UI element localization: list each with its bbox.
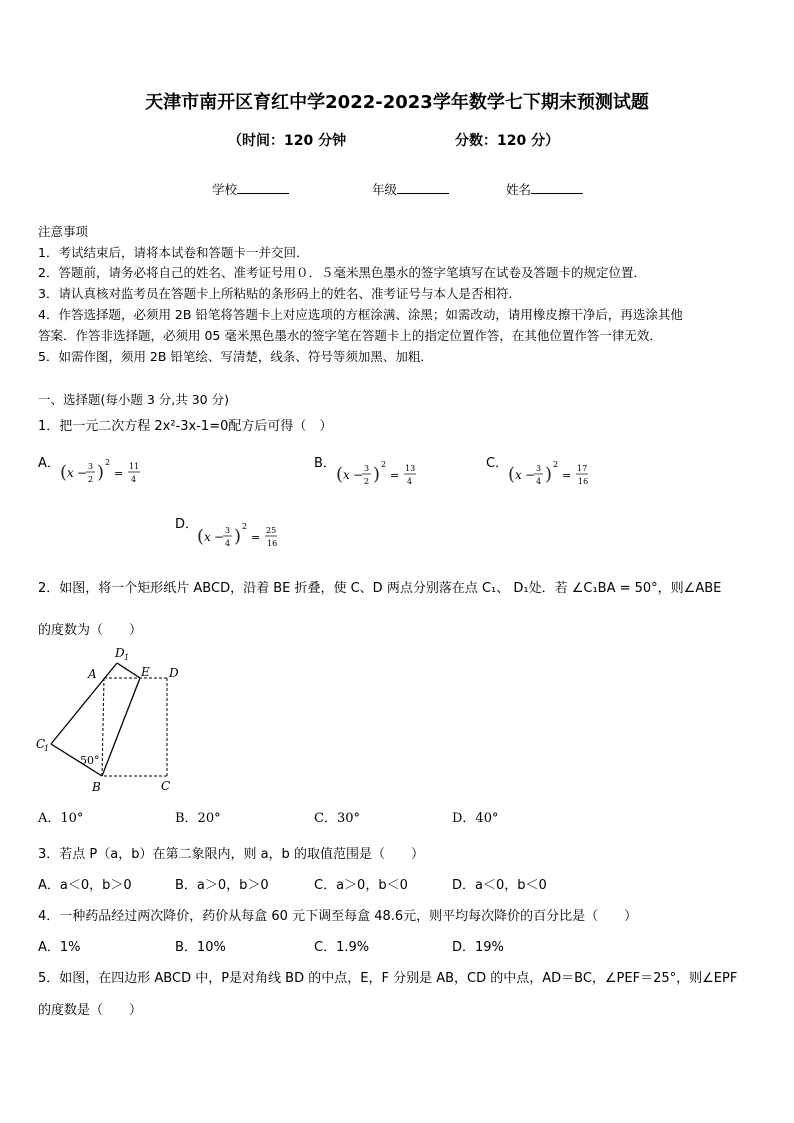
q1-option-d-formula [195, 520, 290, 554]
notice-item: 5．如需作图，须用 2B 铅笔绘、写清楚，线条、符号等须加黑、加粗． [38, 349, 433, 364]
exam-score: 分数：120 分） [455, 133, 560, 149]
svg-text:D: D [169, 666, 179, 680]
svg-text:2: 2 [553, 460, 559, 469]
svg-text:D: D [115, 646, 125, 660]
exam-time: （时间：120 分钟 [228, 133, 347, 149]
svg-text:1: 1 [124, 653, 130, 662]
question-3-stem: 3．若点 P（a，b）在第二象限内，则 a，b 的取值范围是（ ） [38, 847, 424, 862]
svg-text:): ) [97, 462, 105, 483]
q1-option-d-label: D． [175, 517, 199, 532]
notice-item: 4．作答选择题，必须用 2B 铅笔将答题卡上对应选项的方框涂满、涂黑；如需改动，请用橡皮擦干净后，再选涂其他 [38, 307, 683, 322]
svg-text:x: x [343, 468, 350, 482]
grade-blank [397, 181, 449, 194]
svg-text:2: 2 [105, 458, 111, 467]
svg-text:(: ( [197, 526, 205, 547]
svg-text:3: 3 [364, 464, 370, 473]
q2-option-d: D．40° [452, 811, 499, 826]
svg-text:11: 11 [129, 462, 140, 471]
q2-option-b: B．20° [175, 811, 221, 826]
svg-text:=: = [251, 531, 261, 544]
svg-text:4: 4 [225, 539, 231, 548]
svg-text:x: x [515, 468, 522, 482]
svg-text:(: ( [60, 462, 68, 483]
q3-option-c: C．a＞0，b＜0 [314, 878, 408, 893]
svg-text:1: 1 [44, 744, 50, 753]
notice-item: 2．答题前，请务必将自己的姓名、准考证号用０．５毫米黑色墨水的签字笔填写在试卷及答题卡的规定位置． [38, 265, 646, 280]
svg-text:): ) [545, 464, 553, 485]
svg-text:25: 25 [266, 526, 277, 535]
question-2-stem-continued: 的度数为（ ） [38, 623, 143, 638]
school-field [212, 180, 289, 200]
question-5-stem: 5．如图，在四边形 ABCD 中，P是对角线 BD 的中点，E，F 分别是 AB，CD 的中点，AD＝BC，∠PEF＝25°，则∠EPF [38, 971, 738, 986]
q2-figure [30, 640, 200, 800]
notice-heading: 注意事项 [38, 224, 89, 239]
notice-item: 1．考试结束后，请将本试卷和答题卡一并交回． [38, 245, 309, 260]
q2-option-a: A．10° [38, 811, 84, 826]
svg-text:16: 16 [578, 477, 589, 486]
q2-option-c: C．30° [314, 811, 360, 826]
svg-text:(: ( [336, 464, 344, 485]
q3-option-b: B．a＞0，b＞0 [175, 878, 269, 893]
name-label: 姓名 [506, 182, 532, 197]
question-1-stem: 1．把一元二次方程 2x²-3x-1=0配方后可得（ ） [38, 419, 333, 434]
svg-text:−: − [525, 468, 536, 482]
grade-field [372, 180, 449, 200]
q4-option-b: B．10% [175, 940, 226, 955]
svg-text:C: C [36, 737, 46, 751]
svg-text:2: 2 [364, 477, 370, 486]
question-4-stem: 4．一种药品经过两次降价，药价从每盒 60 元下调至每盒 48.6元，则平均每次降价的百分比是（ ） [38, 909, 638, 924]
svg-text:): ) [234, 526, 242, 547]
q3-option-d: D．a＜0，b＜0 [452, 878, 547, 893]
svg-text:13: 13 [405, 464, 416, 473]
question-5-stem-continued: 的度数是（ ） [38, 1003, 143, 1018]
svg-text:2: 2 [88, 475, 94, 484]
svg-text:50°: 50° [80, 754, 100, 767]
name-blank [531, 181, 583, 194]
svg-text:−: − [353, 468, 364, 482]
notice-item: 3．请认真核对监考员在答题卡上所粘贴的条形码上的姓名、准考证号与本人是否相符． [38, 286, 521, 301]
svg-text:=: = [562, 469, 572, 482]
svg-text:A: A [88, 667, 97, 681]
q1-option-b-formula [334, 458, 429, 492]
q1-option-c-formula [506, 458, 601, 492]
name-field [506, 180, 583, 200]
svg-text:2: 2 [381, 460, 387, 469]
svg-text:3: 3 [225, 526, 231, 535]
q1-option-c-label: C． [486, 456, 509, 471]
svg-text:3: 3 [88, 462, 94, 471]
q3-option-a: A．a＜0，b＞0 [38, 878, 132, 893]
notice-item: 答案．作答非选择题，必须用 05 毫米黑色墨水的签字笔在答题卡上的指定位置作答，在其他位置作答一律无效． [38, 328, 662, 343]
q4-option-a: A．1% [38, 940, 81, 955]
svg-text:16: 16 [267, 539, 278, 548]
svg-text:(: ( [508, 464, 516, 485]
svg-text:=: = [390, 469, 400, 482]
q1-option-a-label: A． [38, 456, 60, 471]
school-blank [237, 181, 289, 194]
svg-text:): ) [373, 464, 381, 485]
svg-text:2: 2 [242, 522, 248, 531]
svg-text:3: 3 [536, 464, 542, 473]
svg-text:B: B [92, 780, 101, 794]
q1-option-a-formula [58, 456, 153, 490]
svg-text:4: 4 [536, 477, 542, 486]
svg-text:4: 4 [407, 477, 413, 486]
svg-text:C: C [161, 779, 171, 793]
svg-text:4: 4 [131, 475, 137, 484]
svg-text:x: x [204, 530, 211, 544]
section-heading: 一、选择题(每小题 3 分,共 30 分) [38, 392, 229, 407]
q4-option-c: C．1.9% [314, 940, 370, 955]
svg-text:−: − [214, 530, 225, 544]
q4-option-d: D．19% [452, 940, 504, 955]
page-title: 天津市南开区育红中学2022-2023学年数学七下期末预测试题 [145, 92, 649, 113]
svg-text:−: − [77, 466, 88, 480]
grade-label: 年级 [372, 182, 398, 197]
school-label: 学校 [212, 182, 238, 197]
svg-text:E: E [141, 665, 150, 679]
question-2-stem: 2．如图，将一个矩形纸片 ABCD，沿着 BE 折叠，使 C、D 两点分别落在点 C₁、 D₁处．若 ∠C₁BA = 50°，则∠ABE [38, 581, 722, 596]
q1-option-b-label: B． [314, 456, 336, 471]
svg-text:=: = [114, 467, 124, 480]
svg-text:x: x [67, 466, 74, 480]
svg-text:17: 17 [577, 464, 588, 473]
